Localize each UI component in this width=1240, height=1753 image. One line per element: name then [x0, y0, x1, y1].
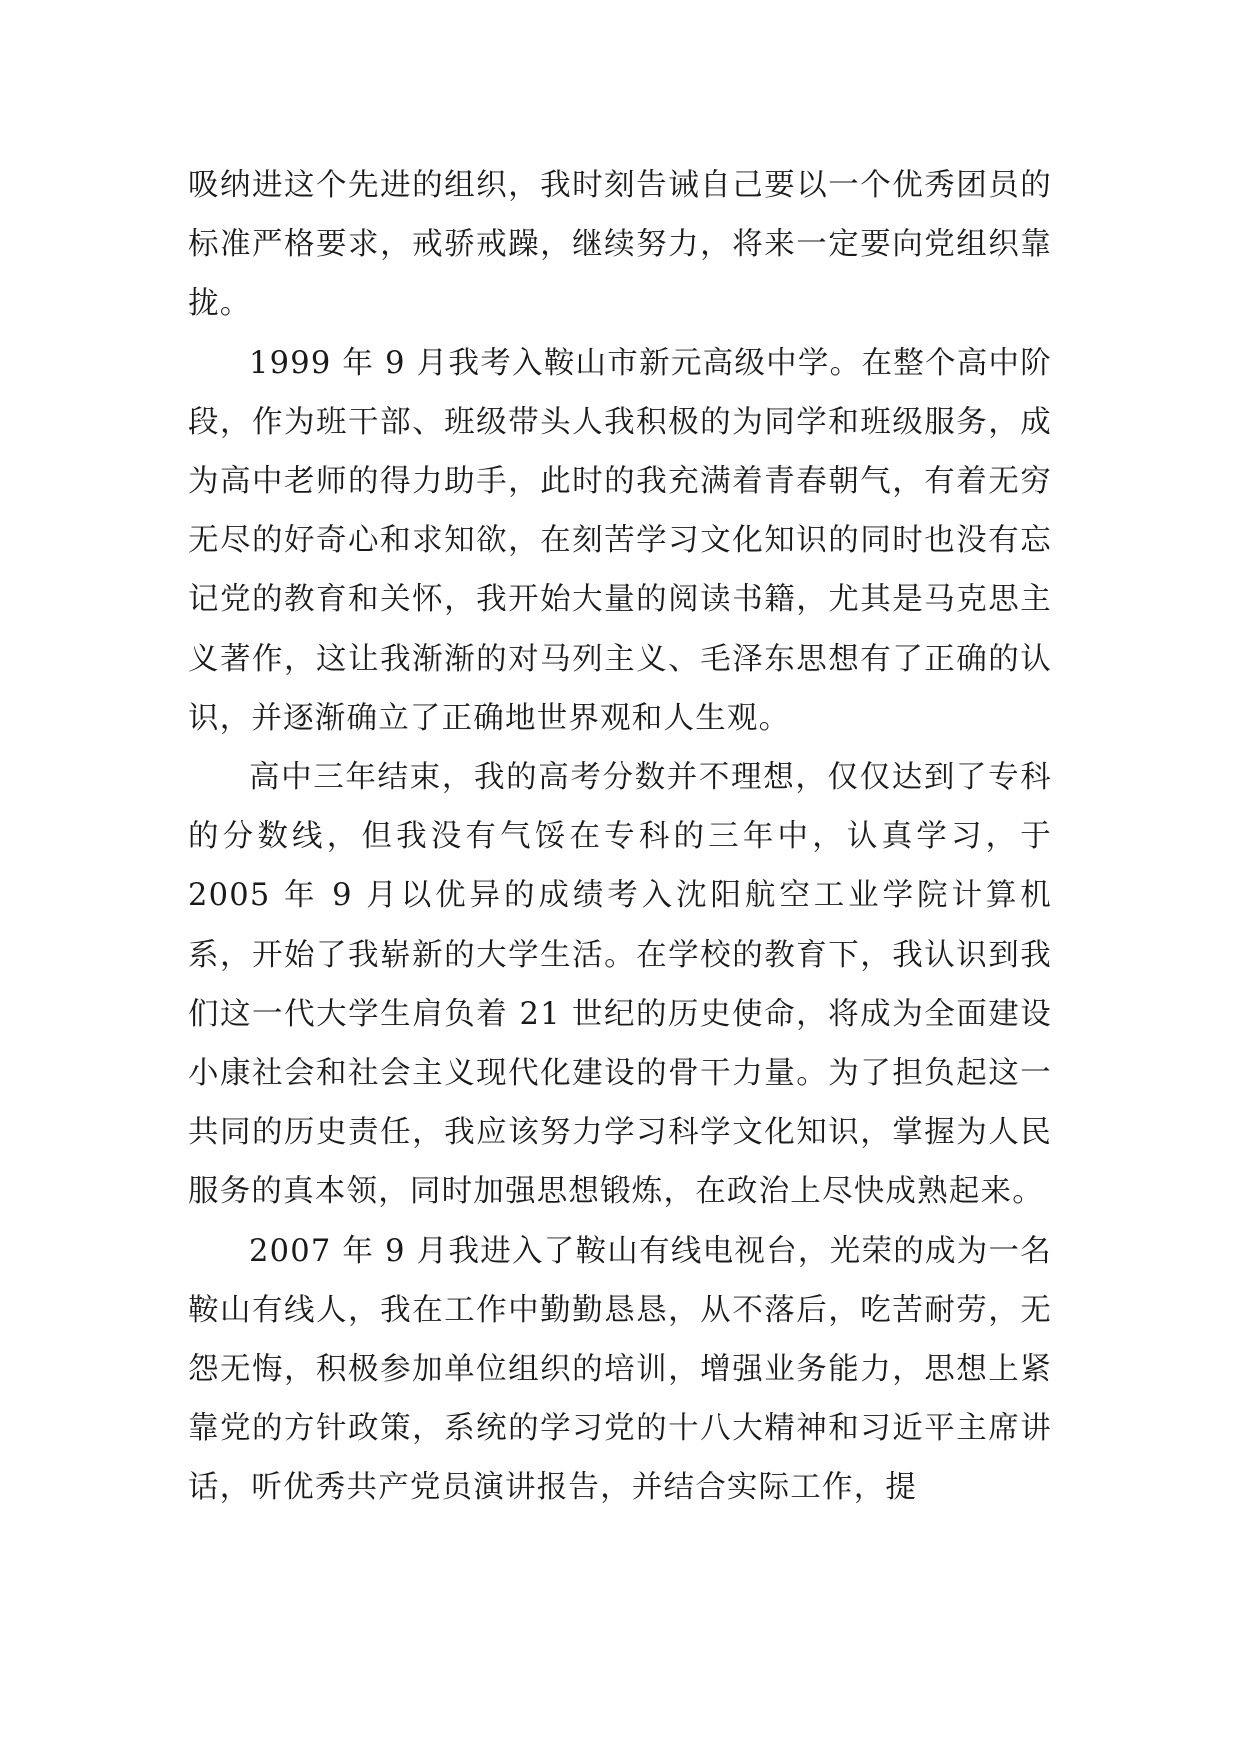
paragraph-2: 1999 年 9 月我考入鞍山市新元高级中学。在整个高中阶段，作为班干部、班级带头人我积极的为同学和班级服务，成为高中老师的得力助手，此时的我充满着青春朝气，有着无穷无尽的好奇心和求知欲，在刻苦学习文化知识的同时也没有忘记党的教育和关怀，我开始大量的阅读书籍，尤其是马克思主义著作，这让我渐渐的对马列主义、毛泽东思想有了正确的认识，并逐渐确立了正确地世界观和人生观。: [188, 345, 1052, 736]
body-text: [188, 156, 1052, 1518]
paragraph-3: 高中三年结束，我的高考分数并不理想，仅仅达到了专科的分数线，但我没有气馁在专科的三年中，认真学习，于2005 年 9 月以优异的成绩考入沈阳航空工业学院计算机系，开始了我崭新的大学生活。在学校的教育下，我认识到我们这一代大学生肩负着 21 世纪的历史使命，将成为全面建设小康社会和社会主义现代化建设的骨干力量。为了担负起这一共同的历史责任，我应该努力学习科学文化知识，掌握为人民服务的真本领，同时加强思想锻炼，在政治上尽快成熟起来。: [188, 760, 1052, 1210]
paragraph-1: 吸纳进这个先进的组织，我时刻告诫自己要以一个优秀团员的标准严格要求，戒骄戒躁，继续努力，将来一定要向党组织靠拢。: [188, 168, 1052, 322]
paragraph-4: 2007 年 9 月我进入了鞍山有线电视台，光荣的成为一名鞍山有线人，我在工作中勤勤恳恳，从不落后，吃苦耐劳，无怨无悔，积极参加单位组织的培训，增强业务能力，思想上紧靠党的方针政策，系统的学习党的十八大精神和习近平主席讲话，听优秀共产党员演讲报告，并结合实际工作，提: [188, 1233, 1052, 1506]
